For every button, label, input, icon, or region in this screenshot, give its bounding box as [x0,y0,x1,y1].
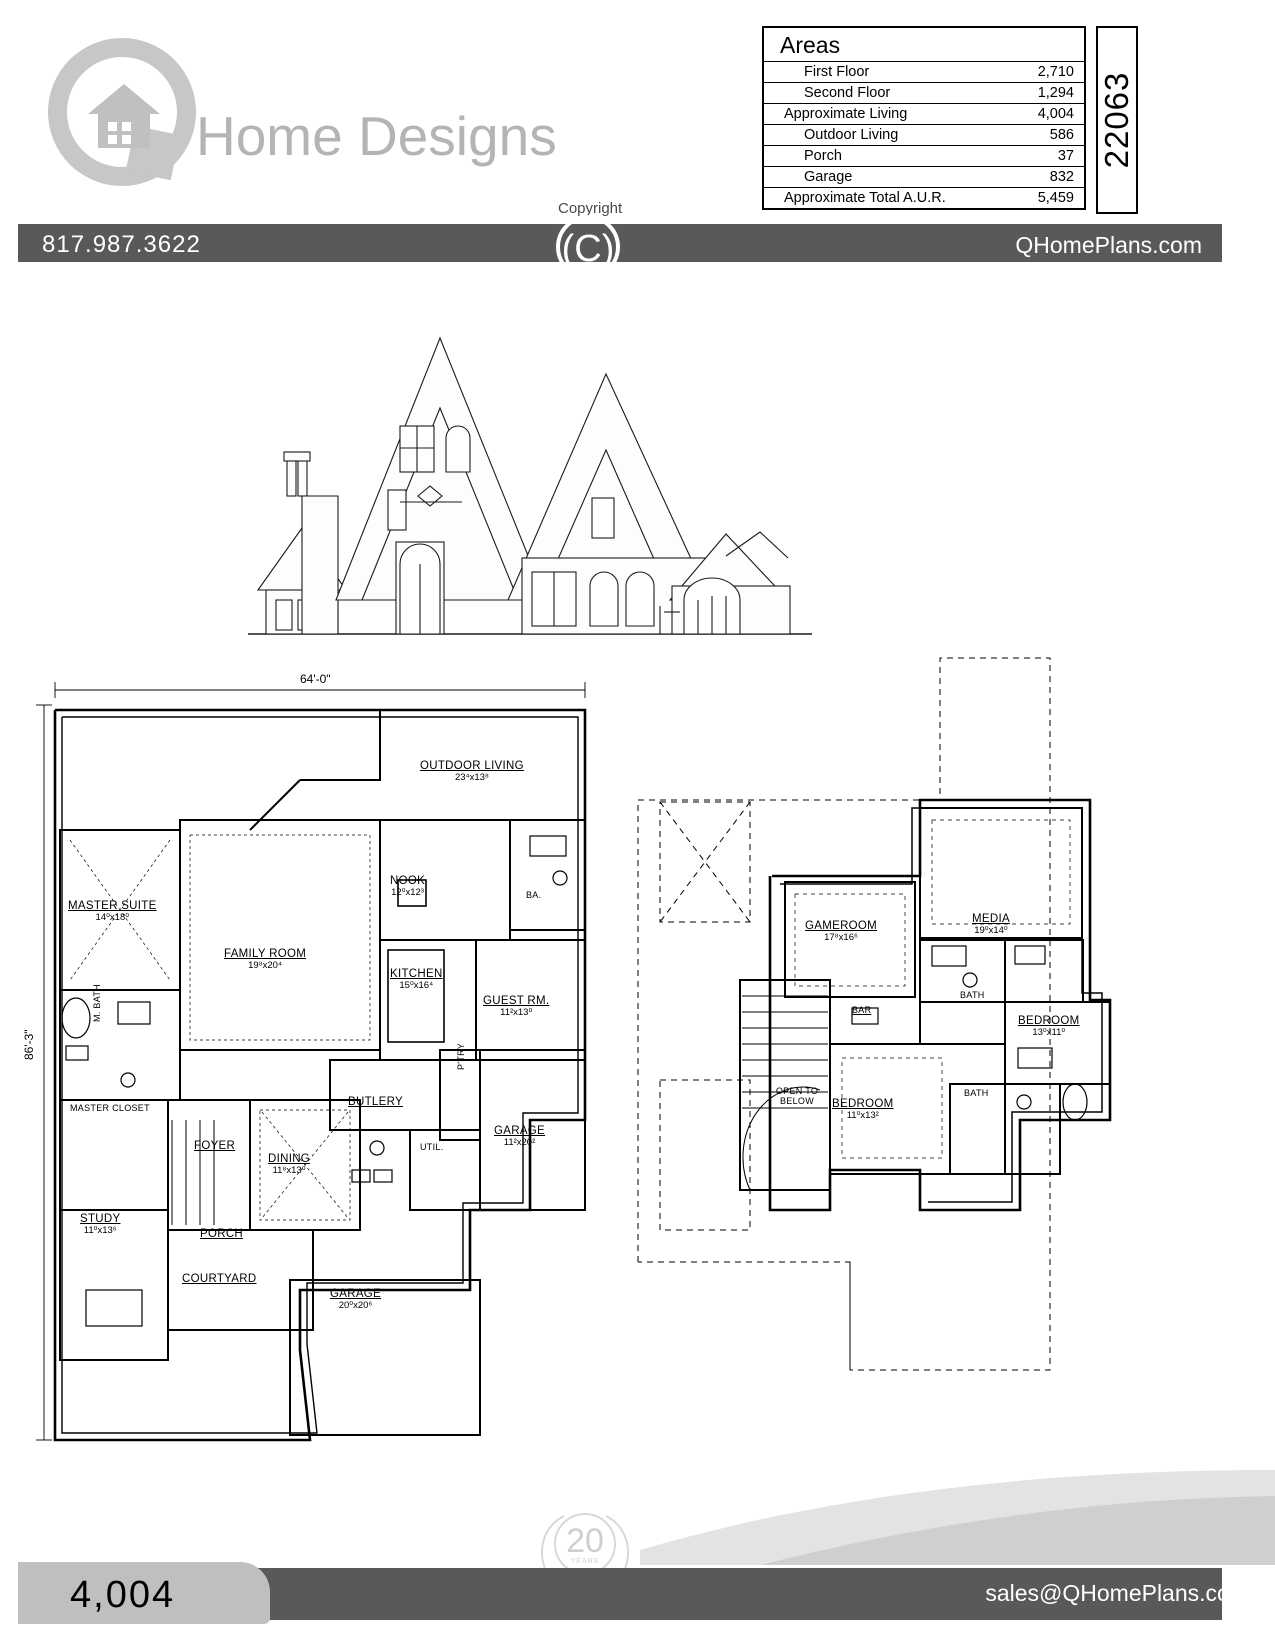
plan-width-dimension: 64'-0" [300,672,331,686]
logo-roof-icon [88,84,160,114]
area-value: 5,459 [994,188,1084,209]
contact-bar [18,224,1222,262]
plan-depth-dimension: 86'-3" [22,1029,36,1060]
room-label: BA. [526,890,542,900]
website-link[interactable]: QHomePlans.com [1015,232,1202,258]
area-label: Garage [764,167,994,188]
room-label: UTIL. [420,1142,444,1152]
area-value: 832 [994,167,1084,188]
area-value: 37 [994,146,1084,167]
plan-number-text: 22063 [1098,71,1135,169]
room-label: BATH [960,990,985,1000]
seal-label: YEARS [570,1558,600,1565]
logo-window-icon [122,122,131,131]
room-label: BAR [852,1005,872,1015]
email-link[interactable]: sales@QHomePlans.com [985,1580,1249,1606]
page-footer [0,1470,1275,1650]
area-label: Outdoor Living [764,125,994,146]
room-label: GUEST RM. 11²x13⁰ [483,995,550,1018]
room-label: M. BATH [92,984,102,1022]
logo-window-icon [108,122,117,131]
first-floor-svg [0,650,640,1460]
room-label: KITCHEN 15⁰x16⁴ [390,968,443,991]
logo-window-icon [108,135,117,144]
area-value: 1,294 [994,83,1084,104]
table-row [764,83,1084,104]
area-label: First Floor [764,62,994,83]
area-label: Approximate Living [764,104,994,125]
room-label: FAMILY ROOM 19⁸x20⁴ [224,948,307,971]
copyright-symbol: (C) [556,215,620,279]
plan-number-badge [1096,26,1138,214]
elevation-svg [240,300,820,645]
room-label: STUDY 11⁰x13⁶ [80,1213,121,1236]
area-value: 2,710 [994,62,1084,83]
copyright-label: Copyright [558,200,623,217]
table-row [764,188,1084,209]
brand-name: Home Designs [196,105,557,167]
room-label: DINING 11⁸x13⁰ [268,1153,311,1176]
room-label: BEDROOM 13⁰x11⁰ [1018,1015,1080,1038]
room-label: BUTLERY [348,1096,403,1108]
areas-rows [764,61,1084,208]
table-row [764,104,1084,125]
room-label: GARAGE 11²x20² [494,1125,546,1148]
phone-number: 817.987.3622 [42,231,201,258]
room-label: P'TRY [456,1042,466,1070]
second-floor-svg [620,650,1275,1460]
room-label: GARAGE 20⁰x20⁶ [330,1288,382,1311]
room-label: MASTER SUITE 14⁰x18⁰ [68,900,157,923]
room-label: OUTDOOR LIVING 23⁴x13⁸ [420,760,524,783]
table-row [764,146,1084,167]
room-label: BATH [964,1088,989,1098]
areas-table [762,26,1086,210]
area-value: 586 [994,125,1084,146]
logo-window-icon [122,135,131,144]
front-elevation-rendering [240,300,820,645]
room-label: GAMEROOM 17⁸x16⁶ [805,920,878,943]
areas-title: Areas [780,32,841,58]
room-label: FOYER [194,1140,236,1152]
room-label: OPEN TO BELOW [775,1086,819,1107]
area-value: 4,004 [994,104,1084,125]
table-row [764,62,1084,83]
room-label: MASTER CLOSET [70,1103,150,1113]
area-label: Approximate Total A.U.R. [764,188,994,209]
first-floor-plan [0,650,640,1460]
seal-number: 20 [566,1522,604,1560]
room-label: COURTYARD [182,1273,257,1285]
area-label: Porch [764,146,994,167]
table-row [764,125,1084,146]
room-label: NOOK 12⁰x12³ [390,875,426,898]
room-label: MEDIA 19⁰x14⁰ [972,913,1010,936]
area-label: Second Floor [764,83,994,104]
q-house-logo [48,38,196,186]
room-label: BEDROOM 11⁰x13² [832,1098,894,1121]
floor-plans [0,650,1275,1460]
second-floor-plan [620,650,1275,1460]
square-footage-value: 4,004 [70,1574,176,1616]
table-row [764,167,1084,188]
room-label: PORCH [200,1228,244,1240]
page-header [0,0,1275,222]
